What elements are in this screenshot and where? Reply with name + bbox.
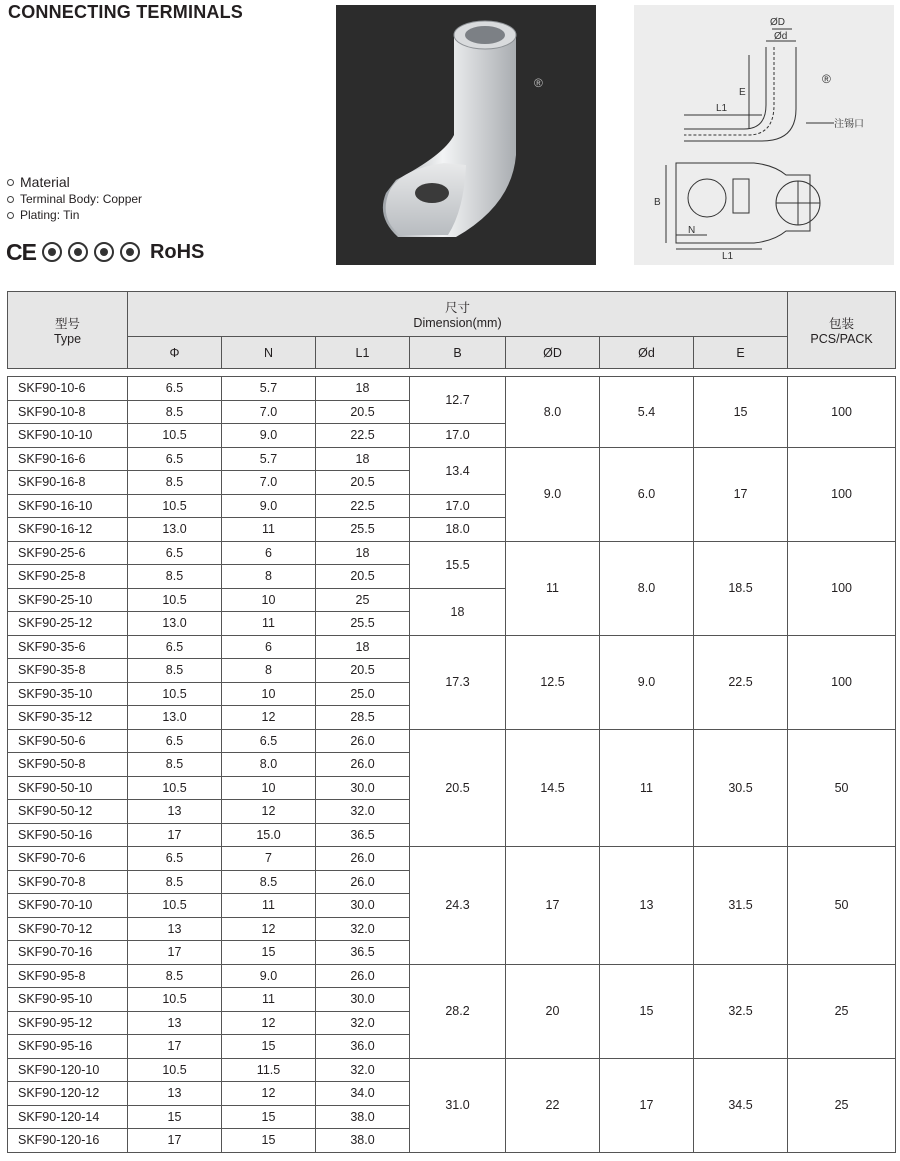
material-heading-row: [7, 174, 142, 190]
col-header-e: E: [694, 337, 788, 369]
l1-cell: 25.0: [316, 682, 410, 706]
n-cell: 15: [222, 1035, 316, 1059]
l1-cell: 38.0: [316, 1129, 410, 1153]
rohs-mark: RoHS: [149, 240, 205, 263]
n-cell: 15: [222, 1129, 316, 1153]
type-cell: SKF90-70-12: [8, 917, 128, 941]
type-cell: SKF90-95-8: [8, 964, 128, 988]
b-cell: 13.4: [410, 447, 506, 494]
id-cell: 11: [600, 729, 694, 847]
phi-cell: 8.5: [128, 400, 222, 424]
l1-cell: 18: [316, 377, 410, 401]
phi-cell: 8.5: [128, 870, 222, 894]
l1-cell: 20.5: [316, 471, 410, 495]
type-cell: SKF90-120-16: [8, 1129, 128, 1153]
table-row: [8, 1058, 896, 1082]
phi-cell: 8.5: [128, 753, 222, 777]
od-cell: 8.0: [506, 377, 600, 448]
type-cell: SKF90-16-12: [8, 518, 128, 542]
material-section: [7, 174, 142, 224]
n-cell: 5.7: [222, 447, 316, 471]
id-cell: 8.0: [600, 541, 694, 635]
phi-cell: 10.5: [128, 894, 222, 918]
type-cell: SKF90-95-10: [8, 988, 128, 1012]
l1-cell: 18: [316, 541, 410, 565]
phi-cell: 13: [128, 1011, 222, 1035]
terminal-lug-photo-icon: [336, 5, 596, 265]
l1-cell: 30.0: [316, 894, 410, 918]
table-row: [8, 635, 896, 659]
n-cell: 10: [222, 588, 316, 612]
n-cell: 11: [222, 612, 316, 636]
type-cell: SKF90-35-10: [8, 682, 128, 706]
phi-cell: 10.5: [128, 588, 222, 612]
type-cell: SKF90-120-10: [8, 1058, 128, 1082]
l1-cell: 18: [316, 635, 410, 659]
l1-cell: 20.5: [316, 400, 410, 424]
type-cell: SKF90-50-10: [8, 776, 128, 800]
type-cell: SKF90-25-10: [8, 588, 128, 612]
n-cell: 12: [222, 1011, 316, 1035]
l1-cell: 22.5: [316, 494, 410, 518]
e-cell: 31.5: [694, 847, 788, 965]
type-cell: SKF90-25-12: [8, 612, 128, 636]
e-cell: 22.5: [694, 635, 788, 729]
phi-cell: 6.5: [128, 847, 222, 871]
l1-top-label: L1: [716, 103, 728, 114]
l1-cell: 32.0: [316, 800, 410, 824]
pack-cell: 50: [788, 729, 896, 847]
e-cell: 17: [694, 447, 788, 541]
l1-cell: 32.0: [316, 917, 410, 941]
n-label: N: [688, 225, 696, 236]
od-label: ØD: [770, 17, 785, 28]
type-header: 型号 Type: [8, 292, 128, 369]
type-cell: SKF90-70-8: [8, 870, 128, 894]
inspection-badge-icon: [68, 242, 88, 262]
type-cell: SKF90-10-10: [8, 424, 128, 448]
n-cell: 6: [222, 635, 316, 659]
e-label: E: [739, 87, 746, 98]
pack-cell: 100: [788, 541, 896, 635]
phi-cell: 13: [128, 800, 222, 824]
pack-cell: 50: [788, 847, 896, 965]
phi-cell: 8.5: [128, 659, 222, 683]
n-cell: 7.0: [222, 400, 316, 424]
type-cell: SKF90-50-8: [8, 753, 128, 777]
phi-cell: 13.0: [128, 518, 222, 542]
l1-cell: 25.5: [316, 612, 410, 636]
od-cell: 11: [506, 541, 600, 635]
b-cell: 17.0: [410, 424, 506, 448]
n-cell: 10: [222, 776, 316, 800]
od-cell: 12.5: [506, 635, 600, 729]
phi-cell: 8.5: [128, 565, 222, 589]
l1-cell: 25.5: [316, 518, 410, 542]
l1-cell: 28.5: [316, 706, 410, 730]
type-cell: SKF90-50-6: [8, 729, 128, 753]
header-gap: [8, 369, 896, 377]
material-body: Terminal Body: Copper: [20, 192, 143, 206]
page-title: CONNECTING TERMINALS: [8, 2, 243, 22]
l1-cell: 20.5: [316, 565, 410, 589]
type-cell: SKF90-50-16: [8, 823, 128, 847]
l1-cell: 18: [316, 447, 410, 471]
type-cell: SKF90-120-14: [8, 1105, 128, 1129]
n-cell: 11: [222, 518, 316, 542]
pack-cell: 100: [788, 447, 896, 541]
col-header-n: N: [222, 337, 316, 369]
type-cell: SKF90-70-16: [8, 941, 128, 965]
b-cell: 31.0: [410, 1058, 506, 1152]
bullet-icon: [7, 212, 14, 219]
phi-cell: 10.5: [128, 682, 222, 706]
pack-header: 包装 PCS/PACK: [788, 292, 896, 369]
n-cell: 11: [222, 894, 316, 918]
l1-cell: 26.0: [316, 964, 410, 988]
phi-cell: 17: [128, 1035, 222, 1059]
n-cell: 8: [222, 659, 316, 683]
n-cell: 8: [222, 565, 316, 589]
type-cell: SKF90-16-8: [8, 471, 128, 495]
phi-cell: 10.5: [128, 776, 222, 800]
phi-cell: 8.5: [128, 471, 222, 495]
n-cell: 12: [222, 800, 316, 824]
l1-cell: 26.0: [316, 870, 410, 894]
pack-cell: 25: [788, 964, 896, 1058]
phi-cell: 13: [128, 917, 222, 941]
n-cell: 7.0: [222, 471, 316, 495]
table-row: [8, 447, 896, 471]
type-cell: SKF90-25-6: [8, 541, 128, 565]
id-cell: 13: [600, 847, 694, 965]
material-item: [7, 208, 142, 222]
l1-cell: 38.0: [316, 1105, 410, 1129]
n-cell: 10: [222, 682, 316, 706]
material-plating: Plating: Tin: [20, 208, 80, 222]
b-label: B: [654, 197, 661, 208]
type-cell: SKF90-35-12: [8, 706, 128, 730]
type-cell: SKF90-16-10: [8, 494, 128, 518]
pack-cell: 100: [788, 377, 896, 448]
phi-cell: 17: [128, 941, 222, 965]
l1-cell: 36.5: [316, 823, 410, 847]
phi-cell: 17: [128, 1129, 222, 1153]
phi-cell: 13.0: [128, 706, 222, 730]
table-row: [8, 541, 896, 565]
registered-mark: ®: [534, 76, 543, 90]
n-cell: 7: [222, 847, 316, 871]
phi-cell: 6.5: [128, 635, 222, 659]
material-item: [7, 192, 142, 206]
col-header-od: ØD: [506, 337, 600, 369]
phi-cell: 15: [128, 1105, 222, 1129]
l1-cell: 30.0: [316, 988, 410, 1012]
phi-cell: 10.5: [128, 424, 222, 448]
e-cell: 18.5: [694, 541, 788, 635]
b-cell: 12.7: [410, 377, 506, 424]
pack-cell: 100: [788, 635, 896, 729]
n-cell: 9.0: [222, 424, 316, 448]
id-label: Ød: [774, 31, 788, 42]
type-cell: SKF90-35-8: [8, 659, 128, 683]
col-header-l1: L1: [316, 337, 410, 369]
table-row: [8, 847, 896, 871]
certification-logos: [6, 238, 204, 266]
type-cell: SKF90-35-6: [8, 635, 128, 659]
phi-cell: 10.5: [128, 988, 222, 1012]
pack-cell: 25: [788, 1058, 896, 1152]
n-cell: 11.5: [222, 1058, 316, 1082]
col-header-phi: Φ: [128, 337, 222, 369]
l1-cell: 22.5: [316, 424, 410, 448]
certified-badge-icon: [94, 242, 114, 262]
id-cell: 17: [600, 1058, 694, 1152]
od-cell: 17: [506, 847, 600, 965]
od-cell: 14.5: [506, 729, 600, 847]
b-cell: 18.0: [410, 518, 506, 542]
spec-table: [7, 291, 896, 1153]
l1-cell: 25: [316, 588, 410, 612]
l1-cell: 32.0: [316, 1058, 410, 1082]
type-cell: SKF90-120-12: [8, 1082, 128, 1106]
ce-mark: CE: [6, 238, 36, 265]
type-cell: SKF90-70-6: [8, 847, 128, 871]
id-cell: 9.0: [600, 635, 694, 729]
solder-port-label: 注锡口: [834, 119, 864, 130]
id-cell: 5.4: [600, 377, 694, 448]
l1-cell: 36.5: [316, 941, 410, 965]
l1-cell: 32.0: [316, 1011, 410, 1035]
col-header-b: B: [410, 337, 506, 369]
n-cell: 9.0: [222, 494, 316, 518]
n-cell: 8.0: [222, 753, 316, 777]
table-row: [8, 377, 896, 401]
type-cell: SKF90-50-12: [8, 800, 128, 824]
type-cell: SKF90-25-8: [8, 565, 128, 589]
n-cell: 15: [222, 941, 316, 965]
phi-cell: 10.5: [128, 494, 222, 518]
phi-cell: 6.5: [128, 447, 222, 471]
od-cell: 20: [506, 964, 600, 1058]
phi-cell: 8.5: [128, 964, 222, 988]
n-cell: 12: [222, 1082, 316, 1106]
phi-cell: 6.5: [128, 377, 222, 401]
product-photo: [336, 5, 596, 265]
phi-cell: 13.0: [128, 612, 222, 636]
l1-cell: 26.0: [316, 753, 410, 777]
phi-cell: 6.5: [128, 541, 222, 565]
table-row: [8, 964, 896, 988]
col-header-id: Ød: [600, 337, 694, 369]
l1-cell: 20.5: [316, 659, 410, 683]
l1-bottom-label: L1: [722, 251, 734, 262]
b-cell: 17.3: [410, 635, 506, 729]
registered-mark: ®: [822, 72, 831, 86]
dimension-header: 尺寸 Dimension(mm): [128, 292, 788, 337]
l1-cell: 26.0: [316, 847, 410, 871]
bullet-icon: [7, 179, 14, 186]
bullet-icon: [7, 196, 14, 203]
od-cell: 9.0: [506, 447, 600, 541]
quality-badge-icon: [42, 242, 62, 262]
type-cell: SKF90-95-16: [8, 1035, 128, 1059]
b-cell: 20.5: [410, 729, 506, 847]
n-cell: 5.7: [222, 377, 316, 401]
type-cell: SKF90-16-6: [8, 447, 128, 471]
l1-cell: 36.0: [316, 1035, 410, 1059]
e-cell: 34.5: [694, 1058, 788, 1152]
phi-cell: 13: [128, 1082, 222, 1106]
dimension-drawing-icon: [634, 5, 894, 265]
b-cell: 18: [410, 588, 506, 635]
spec-table-body: [8, 377, 896, 1153]
n-cell: 6.5: [222, 729, 316, 753]
b-cell: 17.0: [410, 494, 506, 518]
n-cell: 11: [222, 988, 316, 1012]
e-cell: 30.5: [694, 729, 788, 847]
type-cell: SKF90-95-12: [8, 1011, 128, 1035]
phi-cell: 6.5: [128, 729, 222, 753]
n-cell: 15.0: [222, 823, 316, 847]
type-cell: SKF90-70-10: [8, 894, 128, 918]
type-cell: SKF90-10-6: [8, 377, 128, 401]
e-cell: 15: [694, 377, 788, 448]
phi-cell: 10.5: [128, 1058, 222, 1082]
b-cell: 15.5: [410, 541, 506, 588]
n-cell: 15: [222, 1105, 316, 1129]
sgs-badge-icon: [120, 242, 140, 262]
id-cell: 15: [600, 964, 694, 1058]
n-cell: 6: [222, 541, 316, 565]
n-cell: 8.5: [222, 870, 316, 894]
l1-cell: 26.0: [316, 729, 410, 753]
l1-cell: 30.0: [316, 776, 410, 800]
material-heading: Material: [20, 174, 70, 190]
phi-cell: 17: [128, 823, 222, 847]
n-cell: 12: [222, 706, 316, 730]
table-row: [8, 729, 896, 753]
l1-cell: 34.0: [316, 1082, 410, 1106]
od-cell: 22: [506, 1058, 600, 1152]
type-cell: SKF90-10-8: [8, 400, 128, 424]
b-cell: 28.2: [410, 964, 506, 1058]
id-cell: 6.0: [600, 447, 694, 541]
b-cell: 24.3: [410, 847, 506, 965]
e-cell: 32.5: [694, 964, 788, 1058]
technical-drawing: [634, 5, 894, 265]
n-cell: 9.0: [222, 964, 316, 988]
n-cell: 12: [222, 917, 316, 941]
